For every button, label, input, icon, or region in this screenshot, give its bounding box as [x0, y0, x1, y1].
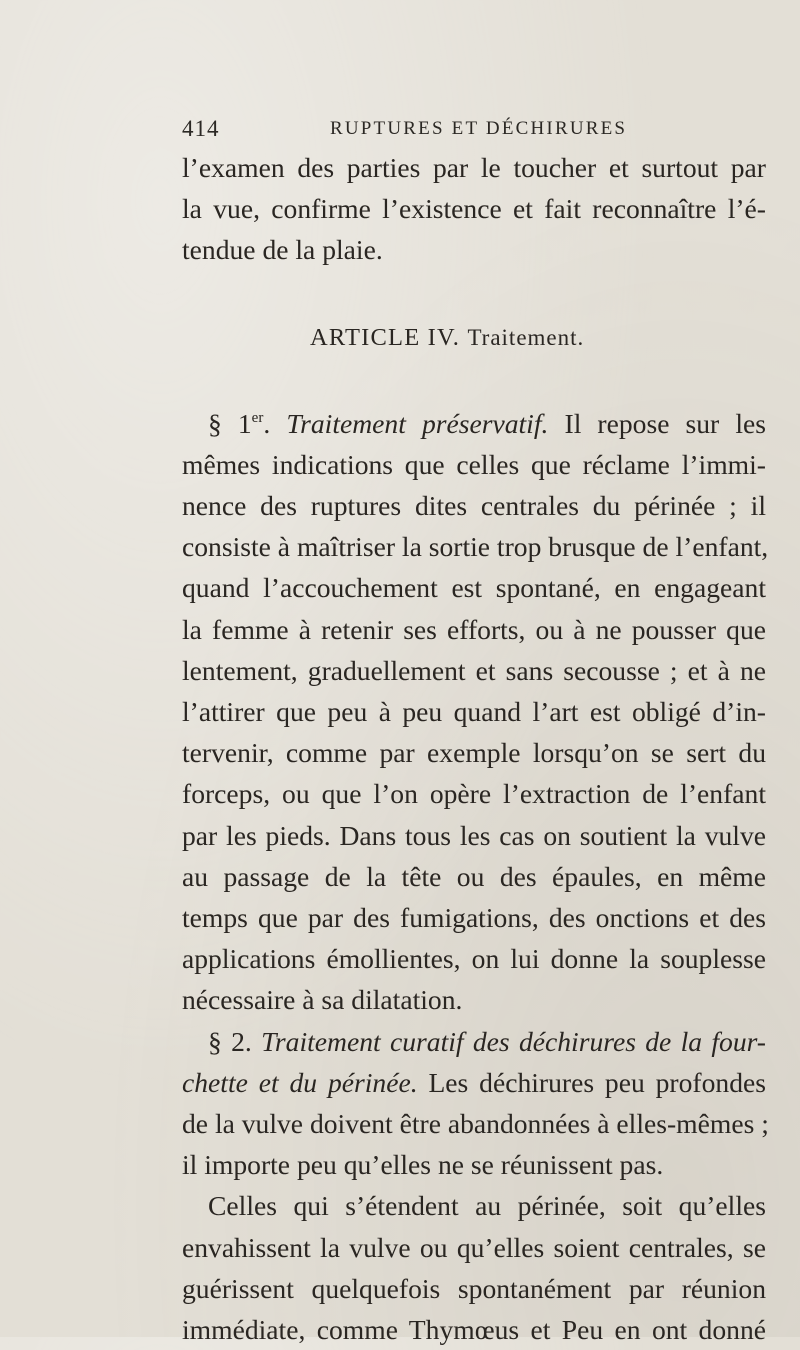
text-line: temps que par des fumigations, des onctions et des [182, 902, 766, 934]
text-block [182, 147, 769, 1350]
article-label: ARTICLE IV. [310, 323, 461, 351]
paragraph-section-1 [182, 403, 769, 1021]
section-2-second-line [182, 1062, 766, 1103]
section-title-continued: chette et du périnée. [182, 1066, 418, 1098]
text-line: nécessaire à sa dilatation. [182, 984, 463, 1016]
section-title: Traitement préservatif. [286, 407, 549, 439]
section-marker-superscript: er [251, 409, 264, 426]
text-fragment: Il repose sur les [564, 407, 766, 439]
paragraph-section-2 [182, 1021, 769, 1186]
text-line: de la vulve doivent être abandonnées à elles-mêmes ; [182, 1108, 769, 1140]
text-line: tendue de la plaie. [182, 234, 383, 266]
section-2-first-line [182, 1021, 766, 1062]
section-marker: § 1 [208, 407, 252, 439]
paragraph-intro [182, 147, 766, 271]
text-line: tervenir, comme par exemple lorsqu’on se sert du [182, 737, 766, 769]
text-line: l’attirer que peu à peu quand l’art est obligé d’in- [182, 696, 766, 728]
text-line: nence des ruptures dites centrales du périnée ; il [182, 490, 766, 522]
text-line: au passage de la tête ou des épaules, en même [182, 860, 766, 892]
article-heading [182, 323, 766, 353]
text-line: guérissent quelquefois spontanément par réunion [182, 1272, 766, 1304]
article-subtitle: Traitement. [467, 324, 585, 350]
text-line: forceps, ou que l’on opère l’extraction de l’enfant [182, 778, 766, 810]
text-line: immédiate, comme Thymœus et Peu en ont donné [182, 1314, 766, 1346]
text-line: par les pieds. Dans tous les cas on soutient la vulve [182, 819, 766, 851]
section-title: Traitement curatif des déchirures de la four- [261, 1025, 766, 1057]
text-line: il importe peu qu’elles ne se réunissent pas. [182, 1149, 664, 1181]
paragraph-final [182, 1185, 766, 1350]
running-head [182, 116, 742, 146]
text-line: l’examen des parties par le toucher et surtout par [182, 152, 766, 183]
running-title: RUPTURES ET DÉCHIRURES [330, 118, 628, 139]
page-number: 414 [182, 116, 220, 141]
text-line: envahissent la vulve ou qu’elles soient centrales, se [182, 1231, 766, 1263]
text-line: la femme à retenir ses efforts, ou à ne pousser que [182, 613, 766, 645]
text-line: consiste à maîtriser la sortie trop brusque de l’enfant, [182, 531, 769, 563]
section-marker: § 2. [208, 1025, 252, 1057]
text-line: lentement, graduellement et sans secousse ; et à ne [182, 654, 766, 686]
section-1-first-line: § 1er. Traitement préservatif. Il repose sur les [208, 407, 766, 439]
text-line: quand l’accouchement est spontané, en engageant [182, 572, 766, 604]
text-line: applications émollientes, on lui donne la souplesse [182, 943, 766, 975]
text-line: mêmes indications que celles que réclame l’immi- [182, 448, 766, 480]
text-line: la vue, confirme l’existence et fait reconnaître l’é- [182, 193, 766, 225]
text-fragment: Les déchirures peu profondes [428, 1066, 766, 1098]
text-line: Celles qui s’étendent au périnée, soit qu’elles [208, 1190, 766, 1222]
